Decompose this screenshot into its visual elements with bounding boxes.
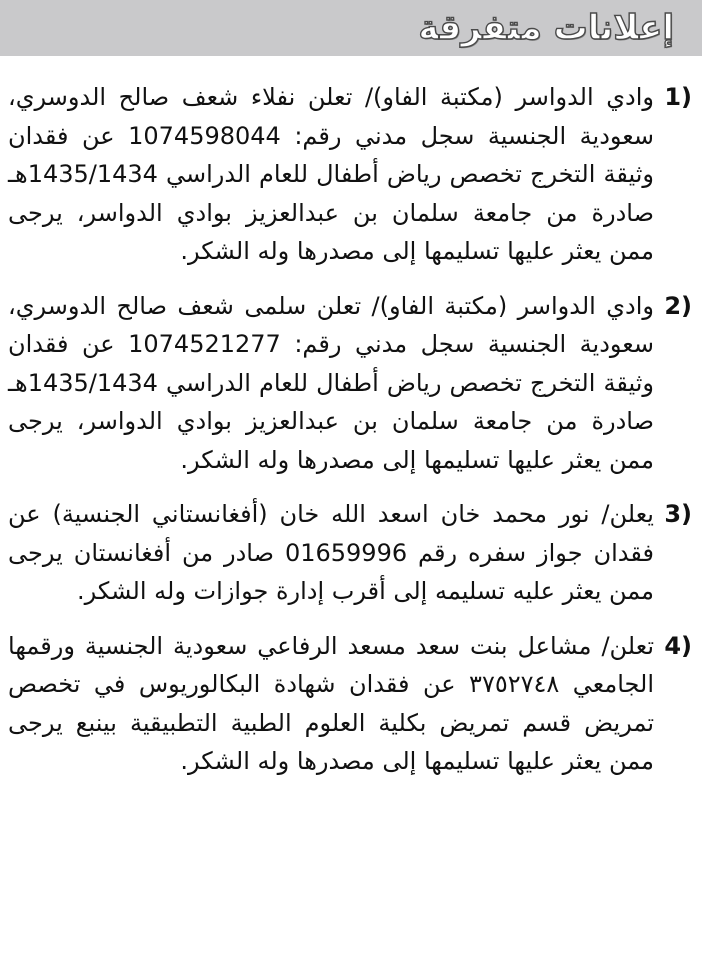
notice-item-4	[8, 627, 692, 781]
section-header	[0, 0, 702, 56]
notice-item-3	[8, 495, 692, 611]
section-title: إعلانات متفرقة	[418, 8, 674, 48]
notice-text: تعلن/ مشاعل بنت سعد مسعد الرفاعي سعودية الجنسية ورقمها الجامعي ٣٧٥٢٧٤٨ عن فقدان شهادة البكالوريوس في تخصص تمريض قسم تمريض بكلية العلوم الطبية التطبيقية بينبع يرجى ممن يعثر عليها تسليمها إلى مصدرها وله الشكر.	[8, 631, 654, 775]
notice-text: يعلن/ نور محمد خان اسعد الله خان (أفغانستاني الجنسية) عن فقدان جواز سفره رقم 01659996 صادر من أفغانستان يرجى ممن يعثر عليه تسليمه إلى أقرب إدارة جوازات وله الشكر.	[8, 500, 654, 605]
notices-list	[0, 56, 702, 781]
notice-item-2	[8, 287, 692, 480]
notice-text: وادي الدواسر (مكتبة الفاو)/ تعلن نفلاء شعف صالح الدوسري، سعودية الجنسية سجل مدني رقم: 1074598044 عن فقدان وثيقة التخرج تخصص رياض أطفال للعام الدراسي 1435/1434هـ صادرة من جامعة سلمان بن عبدالعزيز بوادي الدواسر، يرجى ممن يعثر عليها تسليمها إلى مصدرها وله الشكر.	[8, 83, 654, 265]
notice-number: 3)	[664, 500, 692, 528]
notice-number: 1)	[664, 83, 692, 111]
notice-text: وادي الدواسر (مكتبة الفاو)/ تعلن سلمى شعف صالح الدوسري، سعودية الجنسية سجل مدني رقم: 1074521277 عن فقدان وثيقة التخرج تخصص رياض أطفال للعام الدراسي 1435/1434هـ صادرة من جامعة سلمان بن عبدالعزيز بوادي الدواسر، يرجى ممن يعثر عليها تسليمها إلى مصدرها وله الشكر.	[8, 291, 654, 474]
notice-number: 2)	[664, 291, 692, 320]
notice-item-1	[8, 78, 692, 271]
notice-number: 4)	[664, 631, 692, 660]
